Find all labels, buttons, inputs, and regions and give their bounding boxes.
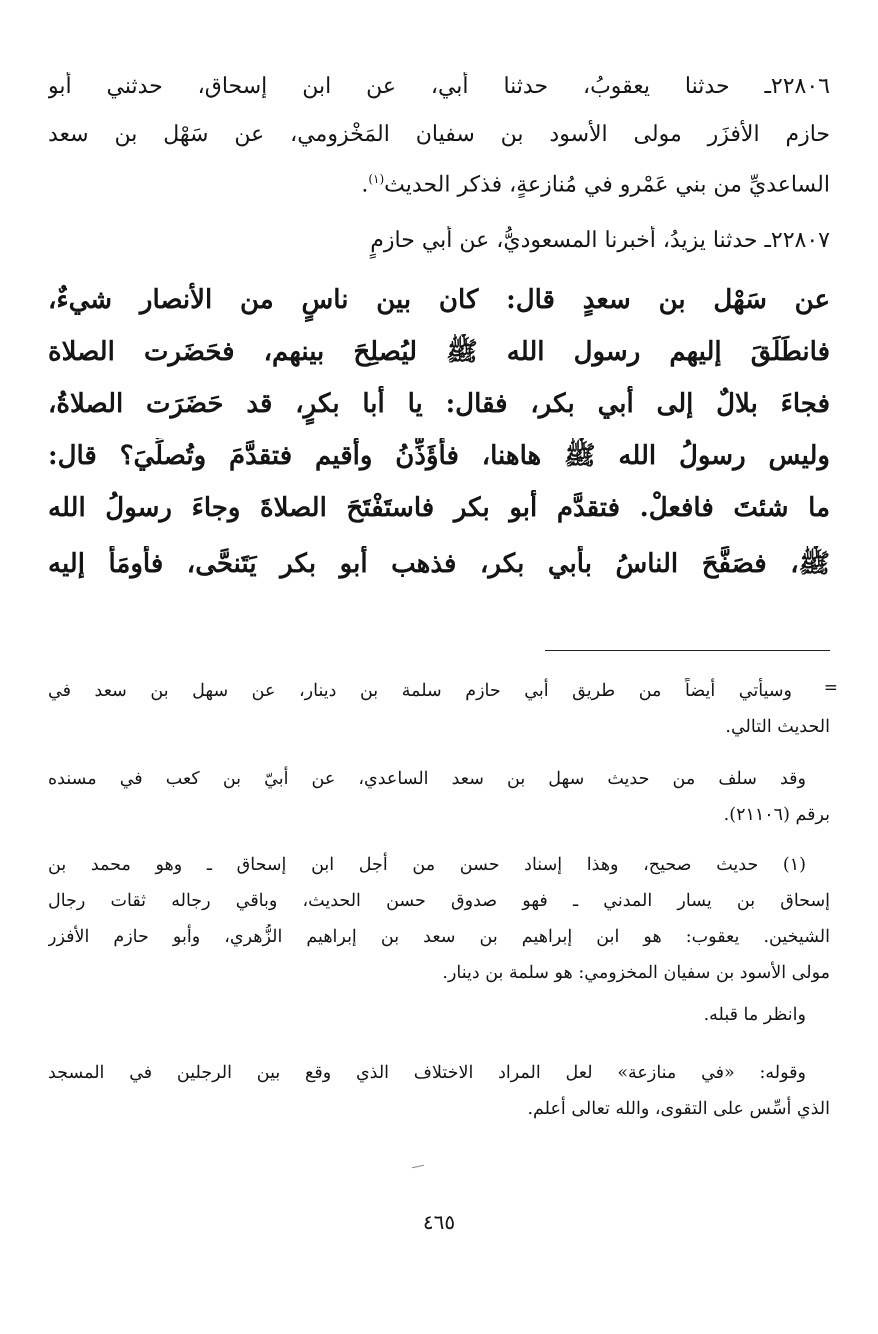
footnote-line-8: مولى الأسود بن سفيان المخزومي: هو سلمة بن دينار. [442,963,830,983]
hadith-22806-line-3 [48,164,830,198]
page-number: ٤٦٥ [422,1210,456,1234]
footnote-line-11: الذي أُسِّس على التقوى، والله تعالى أعلم. [527,1099,830,1119]
footnote-line-9: وانظر ما قبله. [703,1005,806,1025]
footnote-line-2: الحديث التالي. [725,717,830,737]
hadith-22807-matn-line-4: وليس رسولُ الله ﷺ هاهنا، فأُؤَذِّنُ وأُقيم فتقدَّمَ وتُصلِّيَ؟ قال: [48,441,830,471]
footnote-separator [545,650,830,651]
footnote-line-4: برقم (٢١١٠٦). [723,805,830,825]
hadith-22807-matn-line-3: فجاءَ بلالٌ إلى أبي بكر، فقال: يا أبا بكرٍ، قد حَضَرَت الصلاةُ، [48,389,830,419]
hadith-22807-matn-line-2: فانطَلَقَ إليهم رسول الله ﷺ ليُصلِحَ بينهم، فحَضَرت الصلاة [48,337,830,367]
footnote-line-1: وسيأتي أيضاً من طريق أبي حازم سلمة بن دينار، عن سهل بن سعد في [48,681,792,701]
footnote-line-5: (١) حديث صحيح، وهذا إسناد حسن من أجل ابن إسحاق ـ وهو محمد بن [48,855,806,875]
hadith-22807-matn-line-1: عن سَهْل بن سعدٍ قال: كان بين ناسٍ من الأنصار شيءٌ، [48,285,830,315]
stray-mark [412,1165,424,1168]
hadith-22807-matn-line-6: ﷺ، فصَفَّحَ الناسُ بأبي بكر، فذهب أبو بكر يَتَنحَّى، فأَومَأَ إليه [48,549,830,579]
footnote-line-3: وقد سلف من حديث سهل بن سعد الساعدي، عن أُبيّ بن كعب في مسنده [48,769,806,789]
hadith-22806-line-1: ٢٢٨٠٦ـ حدثنا يعقوبُ، حدثنا أبي، عن ابن إسحاق، حدثني أبو [48,74,830,99]
hadith-22806-line-2: حازم الأفزَر مولى الأسود بن سفيان المَخْزومي، عن سَهْل بن سعد [48,122,830,147]
footnote-line-6: إسحاق بن يسار المدني ـ فهو صدوق حسن الحديث، وباقي رجاله ثقات رجال [48,891,830,911]
footnote-ref-1: (١) [368,172,385,186]
hadith-22807-isnad: ٢٢٨٠٧ـ حدثنا يزيدُ، أخبرنا المسعوديُّ، عن أبي حازمٍ [370,228,830,253]
hadith-22806-line-3-end: . [361,172,369,198]
footnote-continuation-mark: = [823,678,838,698]
footnote-line-10: وقوله: «في منازعة» لعل المراد الاختلاف الذي وقع بين الرجلين في المسجد [48,1063,806,1083]
footnote-line-7: الشيخين. يعقوب: هو ابن إبراهيم بن سعد بن إبراهيم الزُّهري، وأبو حازم الأفزر [48,927,830,947]
hadith-22806-line-3-text: الساعديِّ من بني عَمْرو في مُنازعةٍ، فذكر الحديث [384,172,830,198]
hadith-22807-matn-line-5: ما شئتَ فافعلْ. فتقدَّم أبو بكر فاستَفْتَحَ الصلاةَ وجاءَ رسولُ الله [48,493,830,523]
